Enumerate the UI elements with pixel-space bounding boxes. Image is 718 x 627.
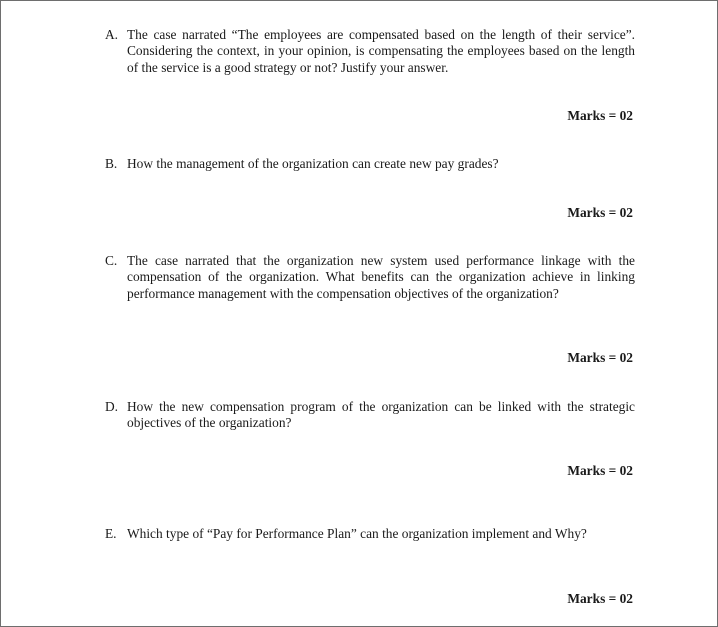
question-letter: A. [105, 27, 119, 42]
question-c [105, 253, 635, 302]
question-b [105, 156, 635, 172]
marks-label: Marks = 02 [567, 463, 633, 478]
question-text: The case narrated “The employees are compensated based on the length of their service”. Considering the context, in your opinion, is compensating the employees based on the length of the service is a good strategy or not? Justify your answer. [127, 27, 635, 75]
question-text: How the management of the organization can create new pay grades? [127, 156, 499, 171]
question-letter: E. [105, 526, 117, 541]
question-a [105, 27, 635, 76]
marks-label: Marks = 02 [567, 205, 633, 220]
question-e [105, 526, 635, 542]
question-letter: C. [105, 253, 118, 268]
marks-label: Marks = 02 [567, 108, 633, 123]
marks-label: Marks = 02 [567, 591, 633, 606]
question-d [105, 399, 635, 432]
question-text: How the new compensation program of the organization can be linked with the strategic objectives of the organization? [127, 399, 635, 431]
question-letter: B. [105, 156, 118, 171]
marks-label: Marks = 02 [567, 350, 633, 365]
question-text: Which type of “Pay for Performance Plan” can the organization implement and Why? [127, 526, 587, 541]
question-letter: D. [105, 399, 119, 414]
question-text: The case narrated that the organization new system used performance linkage with the compensation of the organization. What benefits can the organization achieve in linking performance management with the compensation objectives of the organization? [127, 253, 635, 301]
